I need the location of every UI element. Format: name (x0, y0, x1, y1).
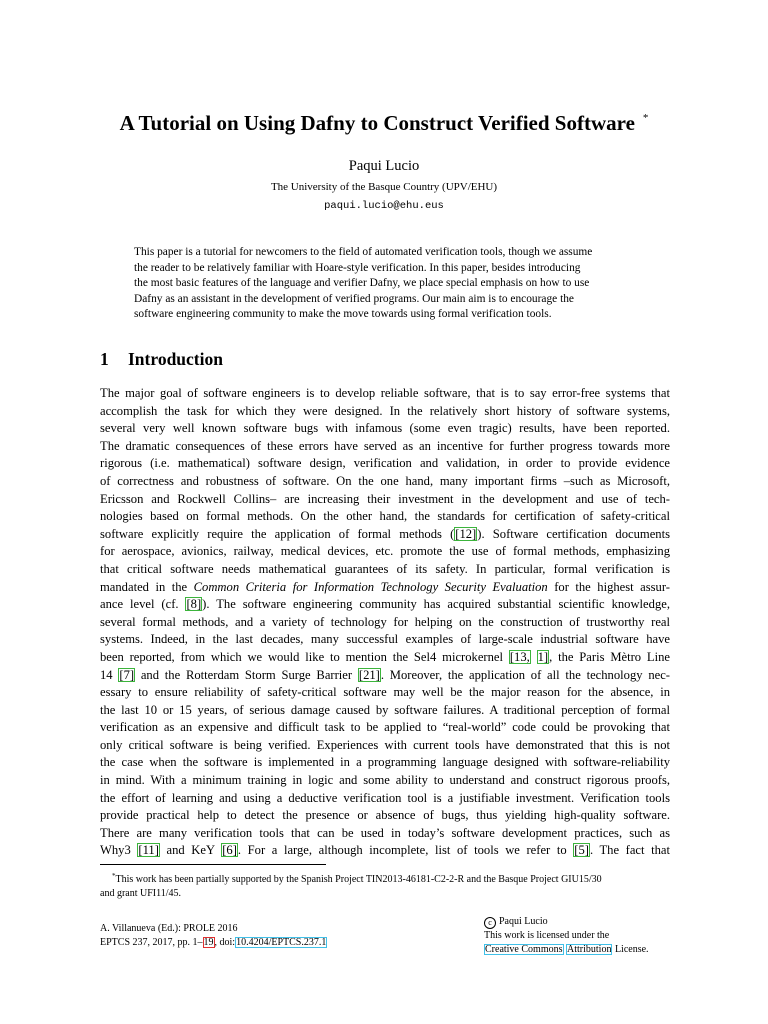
footnote-line (100, 869, 670, 887)
footnote-rule (100, 864, 326, 865)
citation-link-8[interactable]: [8] (186, 597, 202, 612)
abstract-line: This paper is a tutorial for newcomers to the field of automated verification tools, though we assume (134, 246, 593, 258)
footnote-line: and grant UFI11/45. (100, 888, 182, 899)
citation-link-5[interactable]: [5] (574, 843, 589, 858)
abstract-line: the reader to be relatively familiar with Hoare-style verification. In this paper, besides introducing (134, 261, 581, 274)
text-run: mandated in the (100, 579, 194, 594)
venue-line (100, 936, 327, 950)
venue-info (100, 922, 327, 950)
section-number: 1 (100, 349, 109, 369)
body-line: There are many verification tools that can be used in today’s software development practices, such as (100, 825, 670, 840)
text-run: ance level (cf. (100, 597, 186, 612)
citation-link-7[interactable]: [7] (119, 667, 135, 682)
body-line: The major goal of software engineers is to develop reliable software, that is to say error-free systems that (100, 386, 670, 400)
body-line: The dramatic consequences of these errors have served as an incentive for further progress towards more (100, 438, 670, 453)
copyright-icon: c (484, 917, 496, 929)
abstract (134, 245, 636, 323)
abstract-line: Dafny as an assistant in the development of verified programs. Our main aim is to encourage the (134, 292, 574, 305)
body-line: provide practical help to detect the presence or absence of bugs, thus yielding high-quality software. (100, 808, 670, 823)
license-line: This work is licensed under the (484, 930, 610, 941)
body-line: Ericsson and Rockwell Collins– are increasing their investment in the development and use of tech- (100, 491, 670, 506)
body-line: accomplish the task for which they were designed. In the relatively short history of software systems, (100, 403, 670, 418)
body-line: systems. Indeed, in the last decades, many successful examples of large-scale industrial software have (100, 632, 670, 647)
body-line: of correctness and robustness of software. On the one hand, many important firms –such as Microsoft, (100, 473, 670, 488)
introduction-body (100, 385, 670, 860)
creative-commons-link[interactable]: Creative Commons (485, 944, 563, 955)
body-line (100, 596, 670, 614)
text-run: 14 (100, 667, 119, 682)
title-text: A Tutorial on Using Dafny to Construct Verified Software (119, 111, 635, 135)
body-line: in mind. With a minimum training in logic and some ability to understand and construct rigorous proofs, (100, 773, 670, 788)
venue-line: A. Villanueva (Ed.): PROLE 2016 (100, 923, 238, 934)
body-line (100, 649, 670, 667)
text-run: and the Rotterdam Storm Surge Barrier (135, 667, 358, 682)
abstract-line: the most basic features of the language and verifier Dafny, we place special emphasis on how to use (134, 277, 590, 290)
last-page-link[interactable]: 19 (203, 937, 214, 948)
text-run: been reported, from which we would like to mention the Sel4 microkernel (100, 649, 509, 664)
copyright-holder: Paqui Lucio (499, 916, 548, 927)
italic-title: Common Criteria for Information Technology Security Evaluation (193, 579, 548, 594)
text-run: Why3 (100, 843, 138, 858)
author-affiliation: The University of the Basque Country (UPV/EHU) (270, 181, 498, 193)
body-line: several very well known software bugs with infamous (some even tragic) results, have been reported. (100, 421, 670, 436)
section-heading (100, 348, 223, 370)
section-title: Introduction (128, 349, 223, 369)
attribution-link[interactable]: Attribution (567, 944, 612, 955)
copyright-line (484, 915, 649, 929)
text-run: and KeY (159, 843, 222, 858)
body-line: nologies based on formal methods. On the other hand, the standards for certification of safety-critical (100, 509, 670, 524)
body-line: essary to ensure reliability of safety-critical software may well be the major reason for the absence, in (100, 685, 670, 700)
text-run: . Moreover, the application of all the technology nec- (380, 667, 670, 682)
text-run: , the Paris Mètro Line (549, 649, 671, 664)
citation-link-1[interactable]: 1] (537, 649, 549, 664)
doi-link[interactable]: 10.4204/EPTCS.237.1 (236, 937, 327, 948)
footnote-mark: * (112, 872, 116, 880)
text-run: ). The software engineering community has acquired substantial scientific knowledge, (202, 597, 670, 612)
text-run: for the highest assur- (547, 579, 670, 594)
citation-link-6[interactable]: [6] (222, 843, 237, 858)
body-line (100, 842, 670, 860)
body-line: several formal methods, and a variety of technology for helping on the construction of trustworthy real (100, 614, 670, 629)
body-line: only critical software is being verified. Experiences with current tools have demonstrated that this is not (100, 737, 670, 752)
body-line (100, 667, 670, 685)
body-line (100, 526, 670, 544)
text-run: EPTCS 237, 2017, pp. 1– (100, 937, 203, 948)
body-line: the case when the software is implemented in a programming language designed with software-reliability (100, 755, 670, 770)
citation-link-12[interactable]: [12] (455, 526, 477, 541)
body-line: the effort of learning and using a deductive verification tool is a justifiable investment. Verification tools (100, 790, 670, 805)
title-footnote-mark: * (642, 112, 649, 124)
footnote (100, 869, 670, 901)
text-run: . For a large, although incomplete, list of tools we refer to (237, 843, 574, 858)
text-run: License. (612, 944, 649, 955)
license-info (484, 915, 649, 957)
author-email: paqui.lucio@ehu.eus (324, 200, 444, 212)
body-line: the last 10 or 15 years, of serious damage caused by software failures. A traditional perception of formal (100, 702, 670, 717)
body-line: verification as an expensive and difficult task to be applied to “real-world” code could be provoking that (100, 720, 670, 735)
abstract-line: software engineering community to make the move towards using formal verification tools. (134, 308, 552, 321)
paper-title (0, 104, 768, 137)
body-line (100, 579, 670, 597)
license-line (484, 943, 649, 957)
body-line: that critical software needs mathematical guarantees of its safety. In particular, formal verification is (100, 561, 670, 576)
body-line: for aerospace, avionics, railway, medical devices, etc. promote the use of formal methods, emphasizing (100, 544, 670, 559)
text-run: , doi: (214, 937, 236, 948)
text-run: ). Software certification documents (477, 526, 670, 541)
text-run: . The fact that (589, 843, 670, 858)
text-run: software explicitly require the application of formal methods ( (100, 526, 455, 541)
body-line: rigorous (i.e. mathematical) software design, verification and validation, in order to provide evidence (100, 456, 670, 471)
citation-link-21[interactable]: [21] (358, 667, 380, 682)
footnote-text: This work has been partially supported by the Spanish Project TIN2013-46181-C2-2-R and the Basque Project GIU15/30 (115, 874, 602, 885)
citation-link-11[interactable]: [11] (138, 843, 159, 858)
citation-link-13[interactable]: [13, (509, 649, 530, 664)
author-name: Paqui Lucio (348, 158, 420, 174)
